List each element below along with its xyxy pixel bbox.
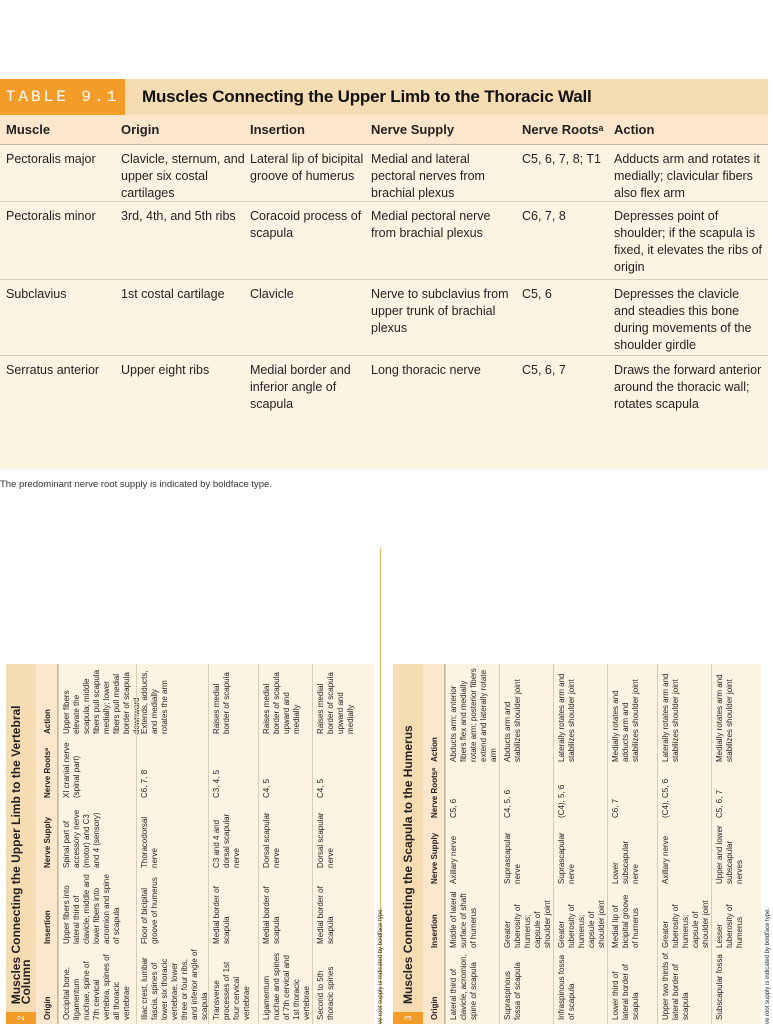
cell-roots: C5, 6 <box>449 798 458 818</box>
cell-insertion: Floor of bicipital groove of humerus <box>140 877 159 944</box>
cell-insertion: Coracoid process of scapula <box>250 209 362 240</box>
cell-insertion: Medial border of scapula <box>262 886 281 944</box>
cell-roots: C6, 7, 8 <box>140 769 149 798</box>
cell-muscle: Pectoralis minor <box>6 209 96 223</box>
cell-nerve: Suprascapular nerve <box>557 832 576 884</box>
col-header-nerve-supply: Nerve Supply <box>43 816 52 868</box>
table-row <box>58 664 141 1024</box>
cell-nerve: Suprascapular nerve <box>503 832 522 884</box>
cell-insertion: Lateral lip of bicipital groove of humerus <box>250 152 364 183</box>
cell-nerve: Nerve to subclavius from upper trunk of brachial plexus <box>371 287 509 335</box>
table-number: 2 <box>6 1012 36 1024</box>
cell-roots: C5, 6 <box>522 287 552 301</box>
cell-action: Abducts arm; anterior fibers flex and medially rotate arm; posterior fibers extend and laterally rotate arm <box>449 668 498 762</box>
cell-action: Laterally rotates arm and stabilizes shoulder joint <box>661 673 680 762</box>
cell-nerve: Dorsal scapular nerve <box>262 812 281 868</box>
table-header-row <box>0 115 768 145</box>
table-header-row <box>423 664 445 1024</box>
col-header-nerve-supply: Nerve Supply <box>371 122 455 137</box>
table-title-bar <box>6 664 36 1024</box>
cell-roots: C4, 5, 6 <box>503 789 512 818</box>
cell-nerve: C3 and 4 and dorsal scapular nerve <box>212 813 241 868</box>
col-header-action: Action <box>614 122 655 137</box>
table-row <box>499 664 552 1024</box>
table-row <box>0 279 768 355</box>
col-header-insertion: Insertion <box>430 914 439 948</box>
cell-insertion: Upper fibers into lateral third of clavicle; middle and lower fibers into acromion and spine of scapula <box>62 874 121 944</box>
cell-origin: Upper eight ribs <box>121 363 210 377</box>
cell-nerve: Medial pectoral nerve from brachial plexus <box>371 209 491 240</box>
cell-roots: C5, 6, 7 <box>522 363 566 377</box>
col-header-origin: Origin <box>121 122 160 137</box>
cell-origin: Clavicle, sternum, and upper six costal cartilages <box>121 152 245 200</box>
cell-nerve: Axillary nerve <box>449 835 458 884</box>
table-body <box>58 664 374 1024</box>
cell-origin: 1st costal cartilage <box>121 287 225 301</box>
cell-insertion: Medial border and inferior angle of scapula <box>250 363 351 411</box>
cell-nerve: Upper and lower subscapular nerves <box>715 825 744 884</box>
table-9-2 <box>6 664 384 1024</box>
cell-nerve: Axillary nerve <box>661 835 670 884</box>
cell-roots: C4, 5 <box>262 778 271 798</box>
cell-insertion: Greater tuberosity of humerus; capsule of shoulder joint <box>557 900 606 948</box>
cell-action: Depresses the clavicle and steadies this bone during movements of the shoulder girdle <box>614 287 752 352</box>
cell-muscle: Subclavius <box>6 287 67 301</box>
table-9-1 <box>0 79 768 490</box>
cell-action: Upper fibers elevate the scapula; middle fibers pull scapula medially; lower fibers pull medial border of scapula downward <box>62 669 141 734</box>
cell-origin: Second to 5th thoracic spines <box>316 966 335 1020</box>
col-header-insertion: Insertion <box>250 122 305 137</box>
cell-origin: 3rd, 4th, and 5th ribs <box>121 209 236 223</box>
cell-roots: C5, 6, 7, 8; T1 <box>522 152 601 166</box>
cell-roots: (C4), C5, 6 <box>661 778 670 818</box>
cell-action: Medially rotates arm and stabilizes shoulder joint <box>715 674 734 762</box>
cell-action: Draws the forward anterior around the thoracic wall; rotates scapula <box>614 363 762 411</box>
cell-roots: C3, 4, 5 <box>212 769 221 798</box>
cell-origin: Lateral third of clavicle, acromion, spine of scapula <box>449 954 478 1020</box>
cell-roots: C4, 5 <box>316 778 325 798</box>
col-header-action: Action <box>43 709 52 734</box>
cell-action: Laterally rotates arm and stabilizes shoulder joint <box>557 673 576 762</box>
cell-insertion: Middle of lateral surface of shaft of humerus <box>449 891 478 948</box>
cell-origin: Supraspinous fossa of scapula <box>503 962 522 1020</box>
table-header-row <box>36 664 58 1024</box>
table-body <box>445 664 761 1024</box>
table-row <box>0 145 768 201</box>
table-row <box>445 664 498 1024</box>
table-9-3 <box>393 664 771 1024</box>
cell-insertion: Lesser tuberosity of humerus <box>715 904 744 948</box>
cell-origin: Infraspinous fossa of scapula <box>557 955 576 1020</box>
cell-nerve: Lower subscapular nerve <box>611 840 640 884</box>
table-body <box>0 145 768 469</box>
table-row <box>312 664 355 1024</box>
cell-insertion: Medial lip of bicipital groove of humerus <box>611 894 640 948</box>
cell-action: Raises medial border of scapula upward and medially <box>316 672 355 734</box>
cell-insertion: Greater tuberosity of humerus; capsule of shoulder joint <box>661 900 710 948</box>
cell-roots: XI cranial nerve (spinal part) <box>62 742 81 798</box>
cell-nerve: Thoracodorsal nerve <box>140 816 159 868</box>
cell-muscle: Serratus anterior <box>6 363 100 377</box>
cell-insertion: Medial border of scapula <box>316 886 335 944</box>
cell-origin: Upper two thirds of lateral border of scapula <box>661 952 690 1020</box>
table-row <box>553 664 606 1024</box>
col-header-nerve-roots: Nerve Rootsᵃ <box>522 122 604 137</box>
cell-nerve: Medial and lateral pectoral nerves from brachial plexus <box>371 152 485 200</box>
table-footnote: ve root supply is indicated by boldface type. <box>765 907 771 1024</box>
table-row <box>258 664 311 1024</box>
cell-action: Adducts arm and rotates it medially; clavicular fibers also flex arm <box>614 152 760 200</box>
cell-roots: (C4), 5, 6 <box>557 784 566 818</box>
cell-insertion: Medial border of scapula <box>212 886 231 944</box>
col-header-nerve-roots: Nerve Rootsᵃ <box>430 767 439 818</box>
cell-action: Extends, adducts, and medially rotates the arm <box>140 670 169 734</box>
col-header-insertion: Insertion <box>43 910 52 944</box>
cell-roots: C6, 7 <box>611 798 620 818</box>
cell-insertion: Greater tuberosity of humerus; capsule of shoulder joint <box>503 900 552 948</box>
table-row <box>208 664 251 1024</box>
table-footnote: The predominant nerve root supply is indicated by boldface type. <box>0 479 272 490</box>
cell-origin: Occipital bone, ligamentum nuchae, spine of 7th cervical vertebra, spines of all thoracic vertebrae <box>62 954 131 1020</box>
cell-nerve: Dorsal scapular nerve <box>316 812 335 868</box>
cell-origin: Ligamentum nuchae and spines of 7th cervical and 1st thoracic vertebrae <box>262 952 311 1020</box>
table-title: Muscles Connecting the Upper Limb to the Thoracic Wall <box>142 87 592 106</box>
col-header-action: Action <box>430 737 439 762</box>
table-title: Muscles Connecting the Scapula to the Humerus <box>401 725 415 1004</box>
col-header-muscle: Muscle <box>6 122 51 137</box>
table-label: TABLE 9.1 <box>0 79 125 115</box>
cell-roots: C5, 6, 7 <box>715 789 724 818</box>
cell-action: Depresses point of shoulder; if the scapula is fixed, it elevates the ribs of origin <box>614 209 762 274</box>
cell-action: Raises medial border of scapula <box>212 672 231 734</box>
table-footnote: ve root supply is indicated by boldface type. <box>378 907 384 1024</box>
col-header-origin: Origin <box>43 996 52 1020</box>
table-number: 3 <box>393 1012 423 1024</box>
cell-action: Medially rotates and adducts arm and stabilizes shoulder joint <box>611 679 640 762</box>
table-row <box>657 664 710 1024</box>
cell-origin: Transverse processes of 1st four cervical vertebrae <box>212 961 251 1020</box>
table-row <box>136 664 209 1024</box>
table-title-bar <box>0 79 768 115</box>
col-header-origin: Origin <box>430 996 439 1020</box>
table-title-bar <box>393 664 423 1024</box>
table-row <box>711 664 744 1024</box>
cell-origin: Lower third of lateral border of scapula <box>611 963 640 1020</box>
col-header-nerve-roots: Nerve Rootsᵃ <box>43 747 52 798</box>
cell-muscle: Pectoralis major <box>6 152 96 166</box>
cell-action: Abducts arm and stabilizes shoulder joint <box>503 679 522 762</box>
table-title: Muscles Connecting the Upper Limb to the Vertebral Column <box>9 705 33 1005</box>
cell-origin: Iliac crest, lumbar fascia, spines of lower six thoracic vertebrae, lower three or four ribs, and inferior angle of scapula <box>140 949 209 1020</box>
table-row <box>0 201 768 279</box>
table-row <box>0 355 768 469</box>
cell-roots: C6, 7, 8 <box>522 209 566 223</box>
col-header-nerve-supply: Nerve Supply <box>430 832 439 884</box>
cell-origin: Subscapular fossa <box>715 954 724 1020</box>
cell-nerve: Long thoracic nerve <box>371 363 481 377</box>
table-row <box>607 664 640 1024</box>
cell-insertion: Clavicle <box>250 287 294 301</box>
cell-action: Raises medial border of scapula upward and medially <box>262 672 301 734</box>
cell-nerve: Spinal part of accessory nerve (motor) and C3 and 4 (sensory) <box>62 809 101 868</box>
